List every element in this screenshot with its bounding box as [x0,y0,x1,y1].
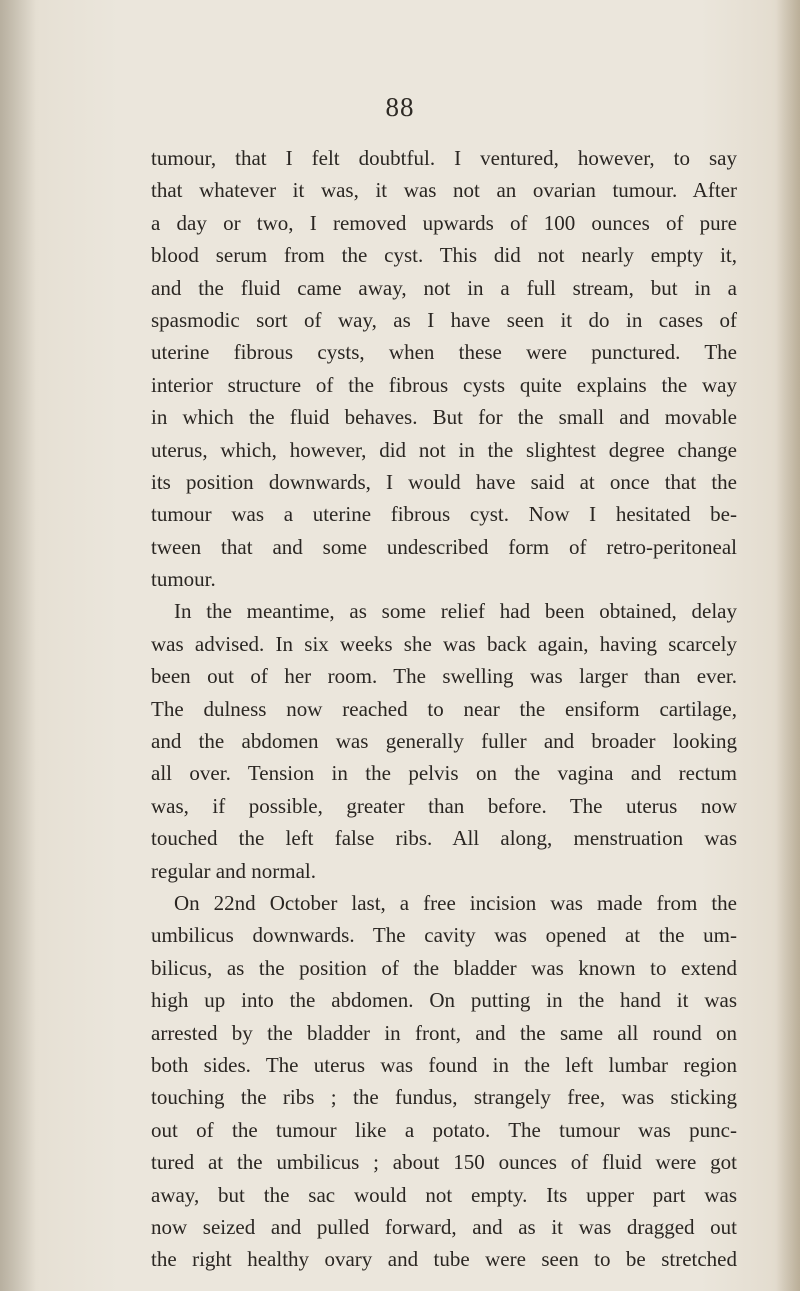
text-line: and the abdomen was generally fuller and broader looking [151,729,737,754]
text-line: tumour, that I felt doubtful. I ventured, however, to say [151,146,737,170]
text-line: uterus, which, however, did not in the slightest degree change [151,437,737,462]
text-line: tured at the umbilicus ; about 150 ounces of fluid were got [151,1150,737,1175]
text-line: was, if possible, greater than before. The uterus now [151,793,737,818]
text-line: tumour was a uterine fibrous cyst. Now I hesitated be- [151,502,737,527]
text-line: spasmodic sort of way, as I have seen it do in cases of [151,307,737,332]
text-line: arrested by the bladder in front, and the same all round on [151,1020,737,1045]
binding-gutter-shadow [0,0,36,1291]
paragraph-start-line: In the meantime, as some relief had been obtained, delay [174,599,737,624]
text-line: that whatever it was, it was not an ovarian tumour. After [151,178,737,203]
paragraph-end-line: regular and normal. [151,858,317,883]
body-text [151,142,737,1276]
text-line: in which the fluid behaves. But for the small and movable [151,405,737,430]
text-line: tween that and some undescribed form of retro-peritoneal [151,534,737,559]
text-line: The dulness now reached to near the ensiform cartilage, [151,696,737,721]
text-line: umbilicus downwards. The cavity was opened at the um- [151,923,737,948]
text-line: both sides. The uterus was found in the left lumbar region [151,1052,737,1077]
text-line: away, but the sac would not empty. Its upper part was [151,1182,737,1207]
text-line: touched the left false ribs. All along, menstruation was [151,826,737,851]
text-line: a day or two, I removed upwards of 100 ounces of pure [151,210,737,235]
text-line: the right healthy ovary and tube were seen to be stretched [151,1247,737,1272]
text-line: been out of her room. The swelling was larger than ever. [151,664,737,689]
text-line: interior structure of the fibrous cysts quite explains the way [151,372,737,397]
text-line: out of the tumour like a potato. The tumour was punc- [151,1117,737,1142]
paragraph-start-line: On 22nd October last, a free incision was made from the [174,890,737,915]
text-line: and the fluid came away, not in a full stream, but in a [151,275,737,300]
text-line: high up into the abdomen. On putting in the hand it was [151,988,737,1013]
text-line: uterine fibrous cysts, when these were punctured. The [151,340,737,365]
text-line: all over. Tension in the pelvis on the vagina and rectum [151,761,737,786]
paragraph-end-line: tumour. [151,567,216,592]
page-edge-shadow [776,0,800,1291]
text-line: now seized and pulled forward, and as it was dragged out [151,1214,737,1239]
text-line: was advised. In six weeks she was back again, having scarcely [151,631,737,656]
text-line: its position downwards, I would have said at once that the [151,469,737,494]
page-number: 88 [385,92,415,122]
text-line: blood serum from the cyst. This did not nearly empty it, [151,243,737,268]
text-line: touching the ribs ; the fundus, strangely free, was sticking [151,1085,737,1110]
text-line: bilicus, as the position of the bladder was known to extend [151,955,737,980]
